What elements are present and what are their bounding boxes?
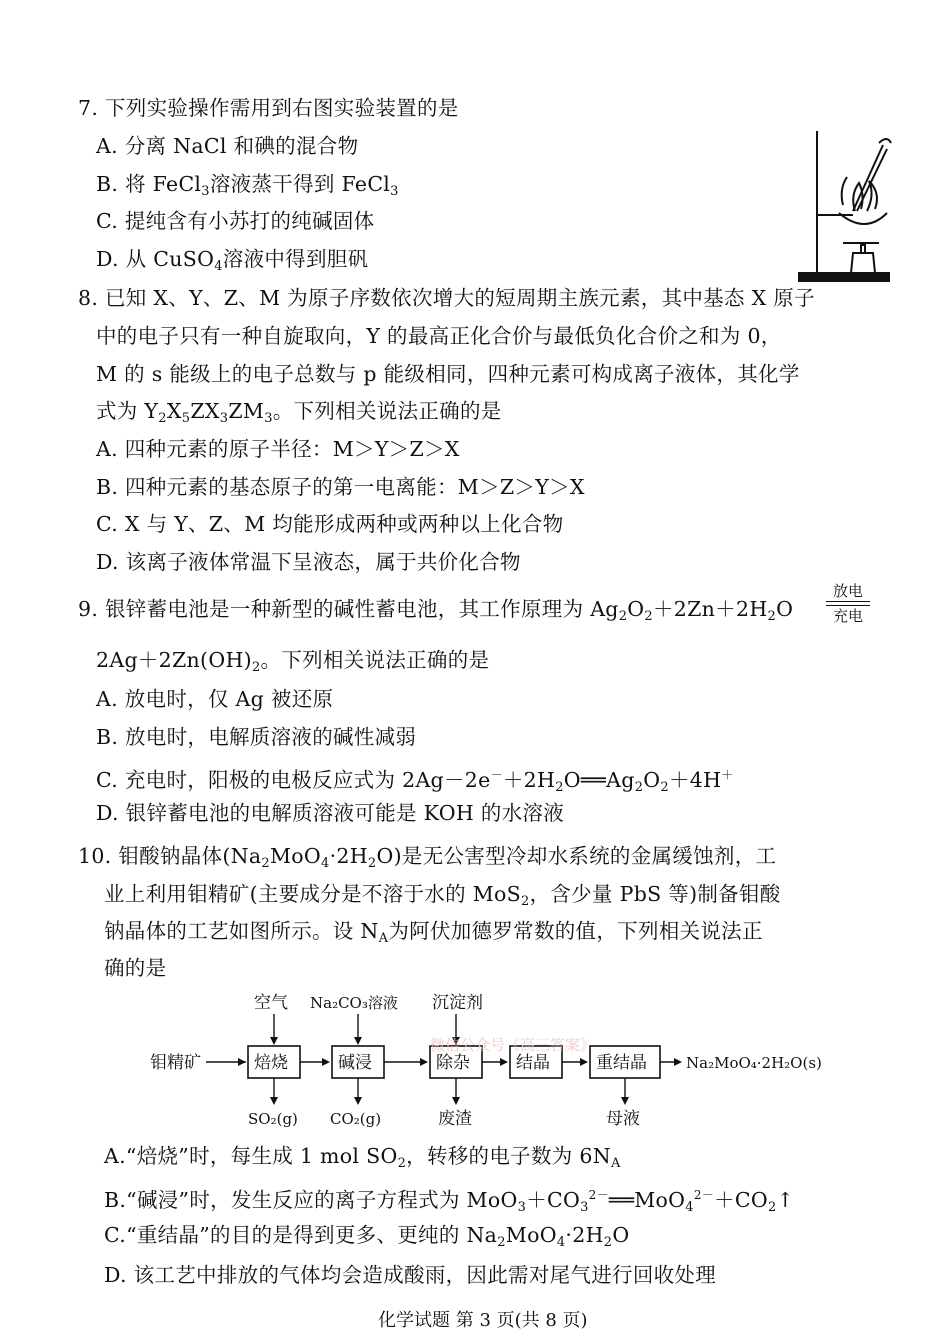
flow-output-co2: CO₂(g) — [330, 1110, 382, 1128]
flow-output-mother-liquor: 母液 — [606, 1109, 640, 1129]
q7-option-c: C. 提纯含有小苏打的纯碱固体 — [96, 209, 375, 233]
q7-option-b: B. 将 FeCl$_3$溶液蒸干得到 FeCl$_3$ — [96, 172, 399, 199]
arrow-label-charge: 充电 — [832, 607, 863, 625]
q10-option-a: A.“焙烧”时，每生成 1 mol $SO_2$，转移的电子数为 $6N_A$ — [104, 1144, 621, 1171]
flow-start-label: 钼精矿 — [150, 1053, 201, 1073]
q8-line-4: 式为 $Y_2X_5ZX_3ZM_3$。下列相关说法正确的是 — [96, 399, 502, 426]
flow-product-label: Na₂MoO₄·2H₂O(s) — [686, 1054, 822, 1072]
q8-line-1: 8. 已知 X、Y、Z、M 为原子序数依次增大的短周期主族元素，其中基态 X 原子 — [78, 286, 815, 310]
flow-output-so2: SO₂(g) — [248, 1110, 298, 1128]
q8-line-3: M 的 s 能级上的电子总数与 p 能级相同，四种元素可构成离子液体，其化学 — [96, 362, 800, 386]
flow-step-roasting-label: 焙烧 — [254, 1053, 288, 1073]
q9-line-1: 9. 银锌蓄电池是一种新型的碱性蓄电池，其工作原理为 $Ag_2O_2+2Zn+2H_2O$ — [78, 597, 794, 624]
q8-option-a: A. 四种元素的原子半径：M＞Y＞Z＞X — [96, 437, 460, 461]
q10-option-d: D. 该工艺中排放的气体均会造成酸雨，因此需对尾气进行回收处理 — [104, 1263, 717, 1287]
q9-option-c: C. 充电时，阳极的电极反应式为 $2Ag-2e^-+2H_2O══Ag_2O_2+4H^+$ — [96, 768, 734, 795]
flow-input-air: 空气 — [254, 993, 288, 1013]
q8-option-d: D. 该离子液体常温下呈液态，属于共价化合物 — [96, 550, 521, 574]
q7-option-d: D. 从 CuSO$_4$溶液中得到胆矾 — [96, 247, 369, 274]
watermark-text: 微信公众号《高三答案》 — [430, 1036, 596, 1054]
q9-line-2: $2Ag+2Zn(OH)_2$。下列相关说法正确的是 — [96, 648, 490, 675]
q7-option-a: A. 分离 NaCl 和碘的混合物 — [96, 134, 359, 158]
double-line-icon — [826, 601, 870, 606]
q10-line-4: 确的是 — [104, 956, 167, 980]
q8-line-2: 中的电子只有一种自旋取向，Y 的最高正化合价与最低负化合价之和为 0， — [96, 324, 782, 348]
q9-option-d: D. 银锌蓄电池的电解质溶液可能是 KOH 的水溶液 — [96, 801, 565, 825]
flow-input-na2co3: Na₂CO₃溶液 — [310, 994, 398, 1012]
arrow-label-discharge: 放电 — [832, 582, 863, 600]
flow-output-waste-residue: 废渣 — [438, 1109, 472, 1129]
q8-option-c: C. X 与 Y、Z、M 均能形成两种或两种以上化合物 — [96, 512, 564, 536]
flow-step-recrystallization-label: 重结晶 — [596, 1053, 647, 1073]
reversible-arrow — [826, 582, 870, 625]
page-footer: 化学试题 第 3 页(共 8 页) — [378, 1310, 588, 1331]
flow-step-impurity-removal-label: 除杂 — [436, 1053, 470, 1073]
q8-option-b: B. 四种元素的基态原子的第一电离能：M＞Z＞Y＞X — [96, 475, 585, 499]
q9-option-a: A. 放电时，仅 Ag 被还原 — [96, 687, 334, 711]
q9-option-b: B. 放电时，电解质溶液的碱性减弱 — [96, 725, 417, 749]
q7-stem: 7. 下列实验操作需用到右图实验装置的是 — [78, 96, 459, 120]
q10-option-c: C.“重结晶”的目的是得到更多、更纯的 $Na_2MoO_4\cdot 2H_2O$ — [104, 1223, 630, 1250]
process-flow-diagram — [150, 990, 850, 1130]
q10-option-b: B.“碱浸”时，发生反应的离子方程式为 $MoO_3+CO_3^{2-}══MoO_4^{2-}+CO_2↑$ — [104, 1188, 795, 1215]
flow-input-precipitant: 沉淀剂 — [432, 993, 483, 1013]
flow-step-crystallization-label: 结晶 — [516, 1053, 550, 1073]
flow-step-alkali-leach-label: 碱浸 — [338, 1053, 372, 1073]
evaporation-apparatus-illustration — [795, 125, 895, 285]
q10-line-3: 钠晶体的工艺如图所示。设 $N_A$为阿伏加德罗常数的值，下列相关说法正 — [104, 919, 763, 946]
q10-line-2: 业上利用钼精矿(主要成分是不溶于水的 MoS$_2$，含少量 PbS 等)制备钼酸 — [104, 882, 781, 909]
q10-line-1: 10. 钼酸钠晶体$(Na_2MoO_4\cdot 2H_2O)$是无公害型冷却水系统的金属缓蚀剂，工 — [78, 844, 777, 871]
